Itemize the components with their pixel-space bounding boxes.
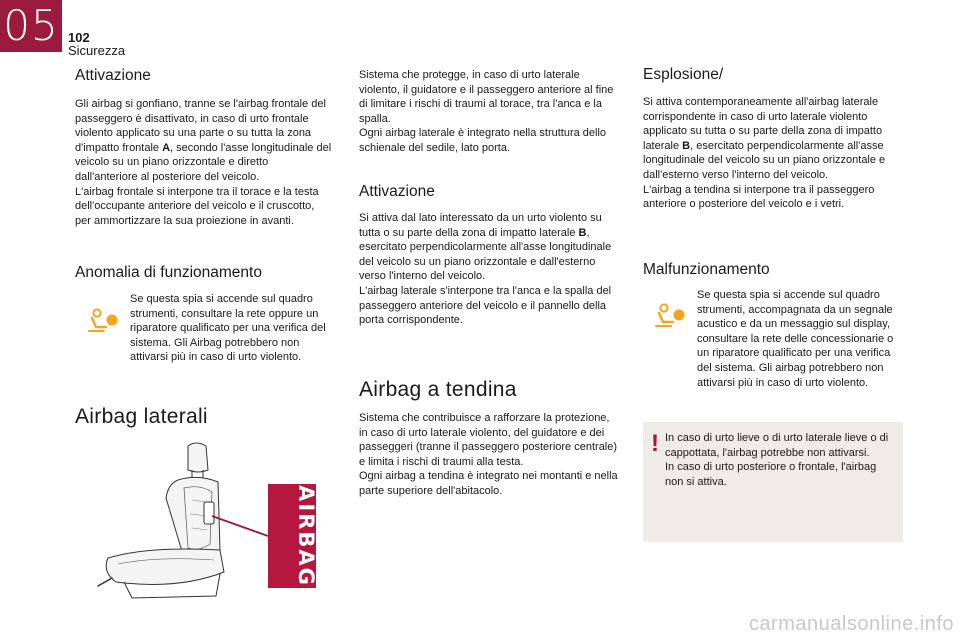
chapter-number: 05 [0,0,62,52]
attivazione-laterali-title: Attivazione [359,183,435,200]
note-paragraph-2: In caso di urto posteriore o frontale, l'airbag non si attiva. [665,461,877,488]
attivazione-laterali-paragraph: Si attiva dal lato interessato da un urto violento su tutta o su parte della zona di impatto laterale B, esercitato perpendicolarmente all'asse longitudinale del veicolo su un piano orizzontale e dall'esterno verso l'interno del veicolo. [359,212,612,283]
attivazione-paragraph: Gli airbag si gonfiano, tranne se l'airbag frontale del passeggero è disattivato, in caso di urto frontale violento applicato su una parte o su tutta la zona d'impatto frontale A, secondo l'asse longitudinale del veicolo su un piano orizzontale e diretto dall'anteriore al posteriore del veicolo. [75,98,332,183]
exclamation-icon: ! [651,430,659,457]
malfunzionamento-text: Se questa spia si accende sul quadro strumenti, accompagnata da un segnale acustico e da un messaggio sul display, consultare la rete delle concessionarie o un riparatore qualificato per una verifica del sistema. Gli airbag potrebbero non attivarsi più in caso di urto violento. [697,289,894,389]
note-paragraph: In caso di urto lieve o di urto laterale lieve o di cappottata, l'airbag potrebbe non attivarsi. [665,432,889,459]
airbag-warning-icon [86,305,120,335]
page-number: 102 [68,30,90,45]
anomalia-text: Se questa spia si accende sul quadro strumenti, consultare la rete oppure un riparatore qualificato per una verifica del sistema. Gli Airbag potrebbero non attivarsi più in caso di urto violento. [130,293,326,364]
airbag-warning-icon [653,300,687,330]
laterali-intro-paragraph-2: Ogni airbag laterale è integrato nella struttura dello schienale del sedile, lato porta. [359,127,607,154]
esplosione-title: Esplosione/ [643,66,724,83]
esplosione-paragraph-2: L'airbag a tendina si interpone tra il passeggero anteriore o posteriore del veicolo e i vetri. [643,183,875,211]
airbag-label: AIRBAG [294,485,318,587]
attivazione-laterali-paragraph-2: L'airbag laterale s'interpone tra l'anca e la spalla del passeggero anteriore del veicolo e il pannello della porta corrispondente. [359,284,612,327]
note-text [665,431,897,489]
section-name: Sicurezza [68,43,126,58]
attivazione-paragraph-2: L'airbag frontale si interpone tra il torace e la testa dell'occupante anteriore del veicolo e il cruscotto, per ammortizzare la sua proiezione in avanti. [75,185,319,227]
col2-tendina [359,378,621,499]
anomalia-title: Anomalia di funzionamento [75,264,262,281]
tendina-paragraph-2: Ogni airbag a tendina è integrato nei montanti e nella parte superiore dell'abitacolo. [359,470,618,497]
col1-anomalia [75,264,333,282]
col3-malfunzionamento [643,261,905,279]
esplosione-paragraph: Si attiva contemporaneamente all'airbag laterale corrispondente in caso di urto laterale violento applicato su tutta o su parte della zona di impatto laterale B, esercitato perpendicolarmente all'asse longitudinale del veicolo su un piano orizzontale e dall'esterno verso l'interno del veicolo. [643,96,886,181]
col2-intro [359,68,621,156]
attivazione-title: Attivazione [75,67,151,84]
col1-laterali [75,405,333,429]
laterali-intro-paragraph: Sistema che protegge, in caso di urto laterale violento, il guidatore e il passeggero anteriore al fine di limitare i rischi di traumi al torace, tra l'anca e la spalla. [359,69,614,125]
col3-esplosione [643,66,905,212]
col1-attivazione [75,67,333,228]
seat-illustration [88,440,320,602]
note-box [643,422,903,542]
watermark-url: carmanualsonline.info [748,613,954,635]
tendina-paragraph: Sistema che contribuisce a rafforzare la protezione, in caso di urto laterale violento, del guidatore e dei passeggeri (tranne il passeggero posteriore centrale) e limita i rischi di traumi alla testa. [359,412,618,468]
malfunzionamento-title: Malfunzionamento [643,261,770,278]
col2-attivazione [359,183,621,328]
airbag-laterali-title: Airbag laterali [75,405,208,428]
airbag-tendina-title: Airbag a tendina [359,378,517,401]
